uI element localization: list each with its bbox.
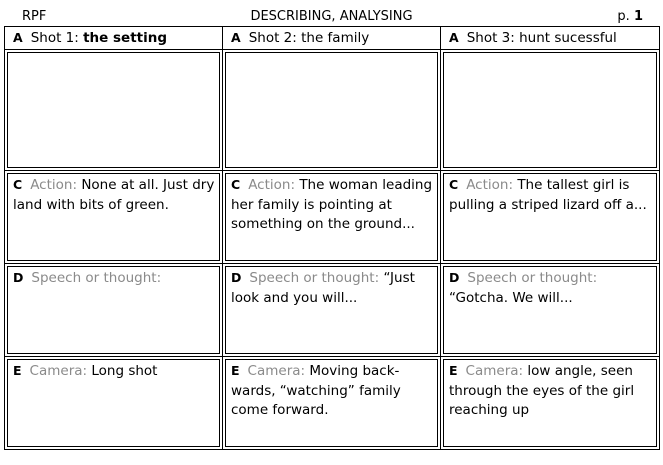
shot-3-speech-cue: Speech or thought: (467, 270, 598, 286)
shot-2-title-letter: A (231, 30, 241, 45)
shot-1-title-letter: A (13, 30, 23, 45)
shot-1-action-cue: Action: (30, 177, 78, 193)
page-number (617, 9, 643, 24)
shot-1-speech-cue: Speech or thought: (31, 270, 162, 286)
shot-2-camera-cue: Camera: (247, 363, 306, 379)
shot-2-action-cue: Action: (248, 177, 296, 193)
camera-row (5, 357, 660, 450)
shot-1-action-text: None at all. Just dry land with bits of green. (13, 177, 215, 213)
header-left-label: RPF (22, 9, 47, 24)
shot-1-image-frame (7, 52, 220, 168)
shot-2-title-cell[interactable] (223, 27, 441, 50)
shot-3-action-text: The tallest girl is pulling a striped lizard off a... (449, 177, 647, 213)
shot-3-camera-letter: E (449, 363, 458, 378)
shot-3-camera-text: low angle, seen through the eyes of the girl reaching up (449, 363, 635, 418)
shot-1-title-prefix: Shot 1: (30, 30, 84, 46)
shot-2-image-frame (225, 52, 438, 168)
image-row (5, 50, 660, 171)
speech-row (5, 264, 660, 357)
shot-2-camera-text: Moving back-wards, “watching” family come forward. (231, 363, 401, 418)
shot-2-action-letter: C (231, 177, 241, 192)
shot-2-title-main: the family (301, 30, 370, 46)
shot-3-camera-cell[interactable] (441, 357, 660, 450)
shot-3-speech-cell[interactable] (441, 264, 660, 357)
shot-3-action-cell[interactable] (441, 171, 660, 264)
shot-3-image-frame (443, 52, 657, 168)
shot-1-action-cell[interactable] (5, 171, 223, 264)
shot-3-title-cell[interactable] (441, 27, 660, 50)
shot-2-camera-cell[interactable] (223, 357, 441, 450)
page-header (4, 8, 659, 26)
shot-1-speech-letter: D (13, 270, 24, 285)
shot-1-title-main: the setting (83, 30, 168, 46)
shot-2-action-cell[interactable] (223, 171, 441, 264)
shot-2-speech-cell[interactable] (223, 264, 441, 357)
shot-1-camera-cue: Camera: (29, 363, 88, 379)
shot-3-speech-text: “Gotcha. We will... (449, 289, 573, 306)
title-row (5, 27, 660, 50)
action-row (5, 171, 660, 264)
shot-1-image-box[interactable] (5, 50, 223, 171)
shot-2-camera-letter: E (231, 363, 240, 378)
document-title: DESCRIBING, ANALYSING (250, 9, 413, 24)
shot-2-speech-text: “Just look and you will... (231, 270, 415, 306)
shot-3-image-box[interactable] (441, 50, 660, 171)
shot-2-action-text: The woman leading her family is pointing at something on the ground... (231, 177, 433, 232)
storyboard-table (4, 26, 660, 450)
shot-2-image-box[interactable] (223, 50, 441, 171)
shot-3-title-main: hunt sucessful (519, 30, 617, 46)
shot-1-speech-cell[interactable] (5, 264, 223, 357)
shot-3-action-cue: Action: (466, 177, 514, 193)
shot-2-speech-letter: D (231, 270, 242, 285)
shot-1-camera-text: Long shot (91, 363, 158, 379)
page-prefix: p. (617, 9, 630, 24)
shot-3-camera-cue: Camera: (465, 363, 524, 379)
shot-2-speech-cue: Speech or thought: (249, 270, 380, 286)
shot-3-title-prefix: Shot 3: (466, 30, 520, 46)
shot-1-camera-letter: E (13, 363, 22, 378)
shot-3-speech-letter: D (449, 270, 460, 285)
shot-3-action-letter: C (449, 177, 459, 192)
shot-2-title-prefix: Shot 2: (248, 30, 302, 46)
shot-1-camera-cell[interactable] (5, 357, 223, 450)
shot-3-title-letter: A (449, 30, 459, 45)
shot-1-action-letter: C (13, 177, 23, 192)
page-number-value: 1 (633, 9, 643, 24)
shot-1-title-cell[interactable] (5, 27, 223, 50)
